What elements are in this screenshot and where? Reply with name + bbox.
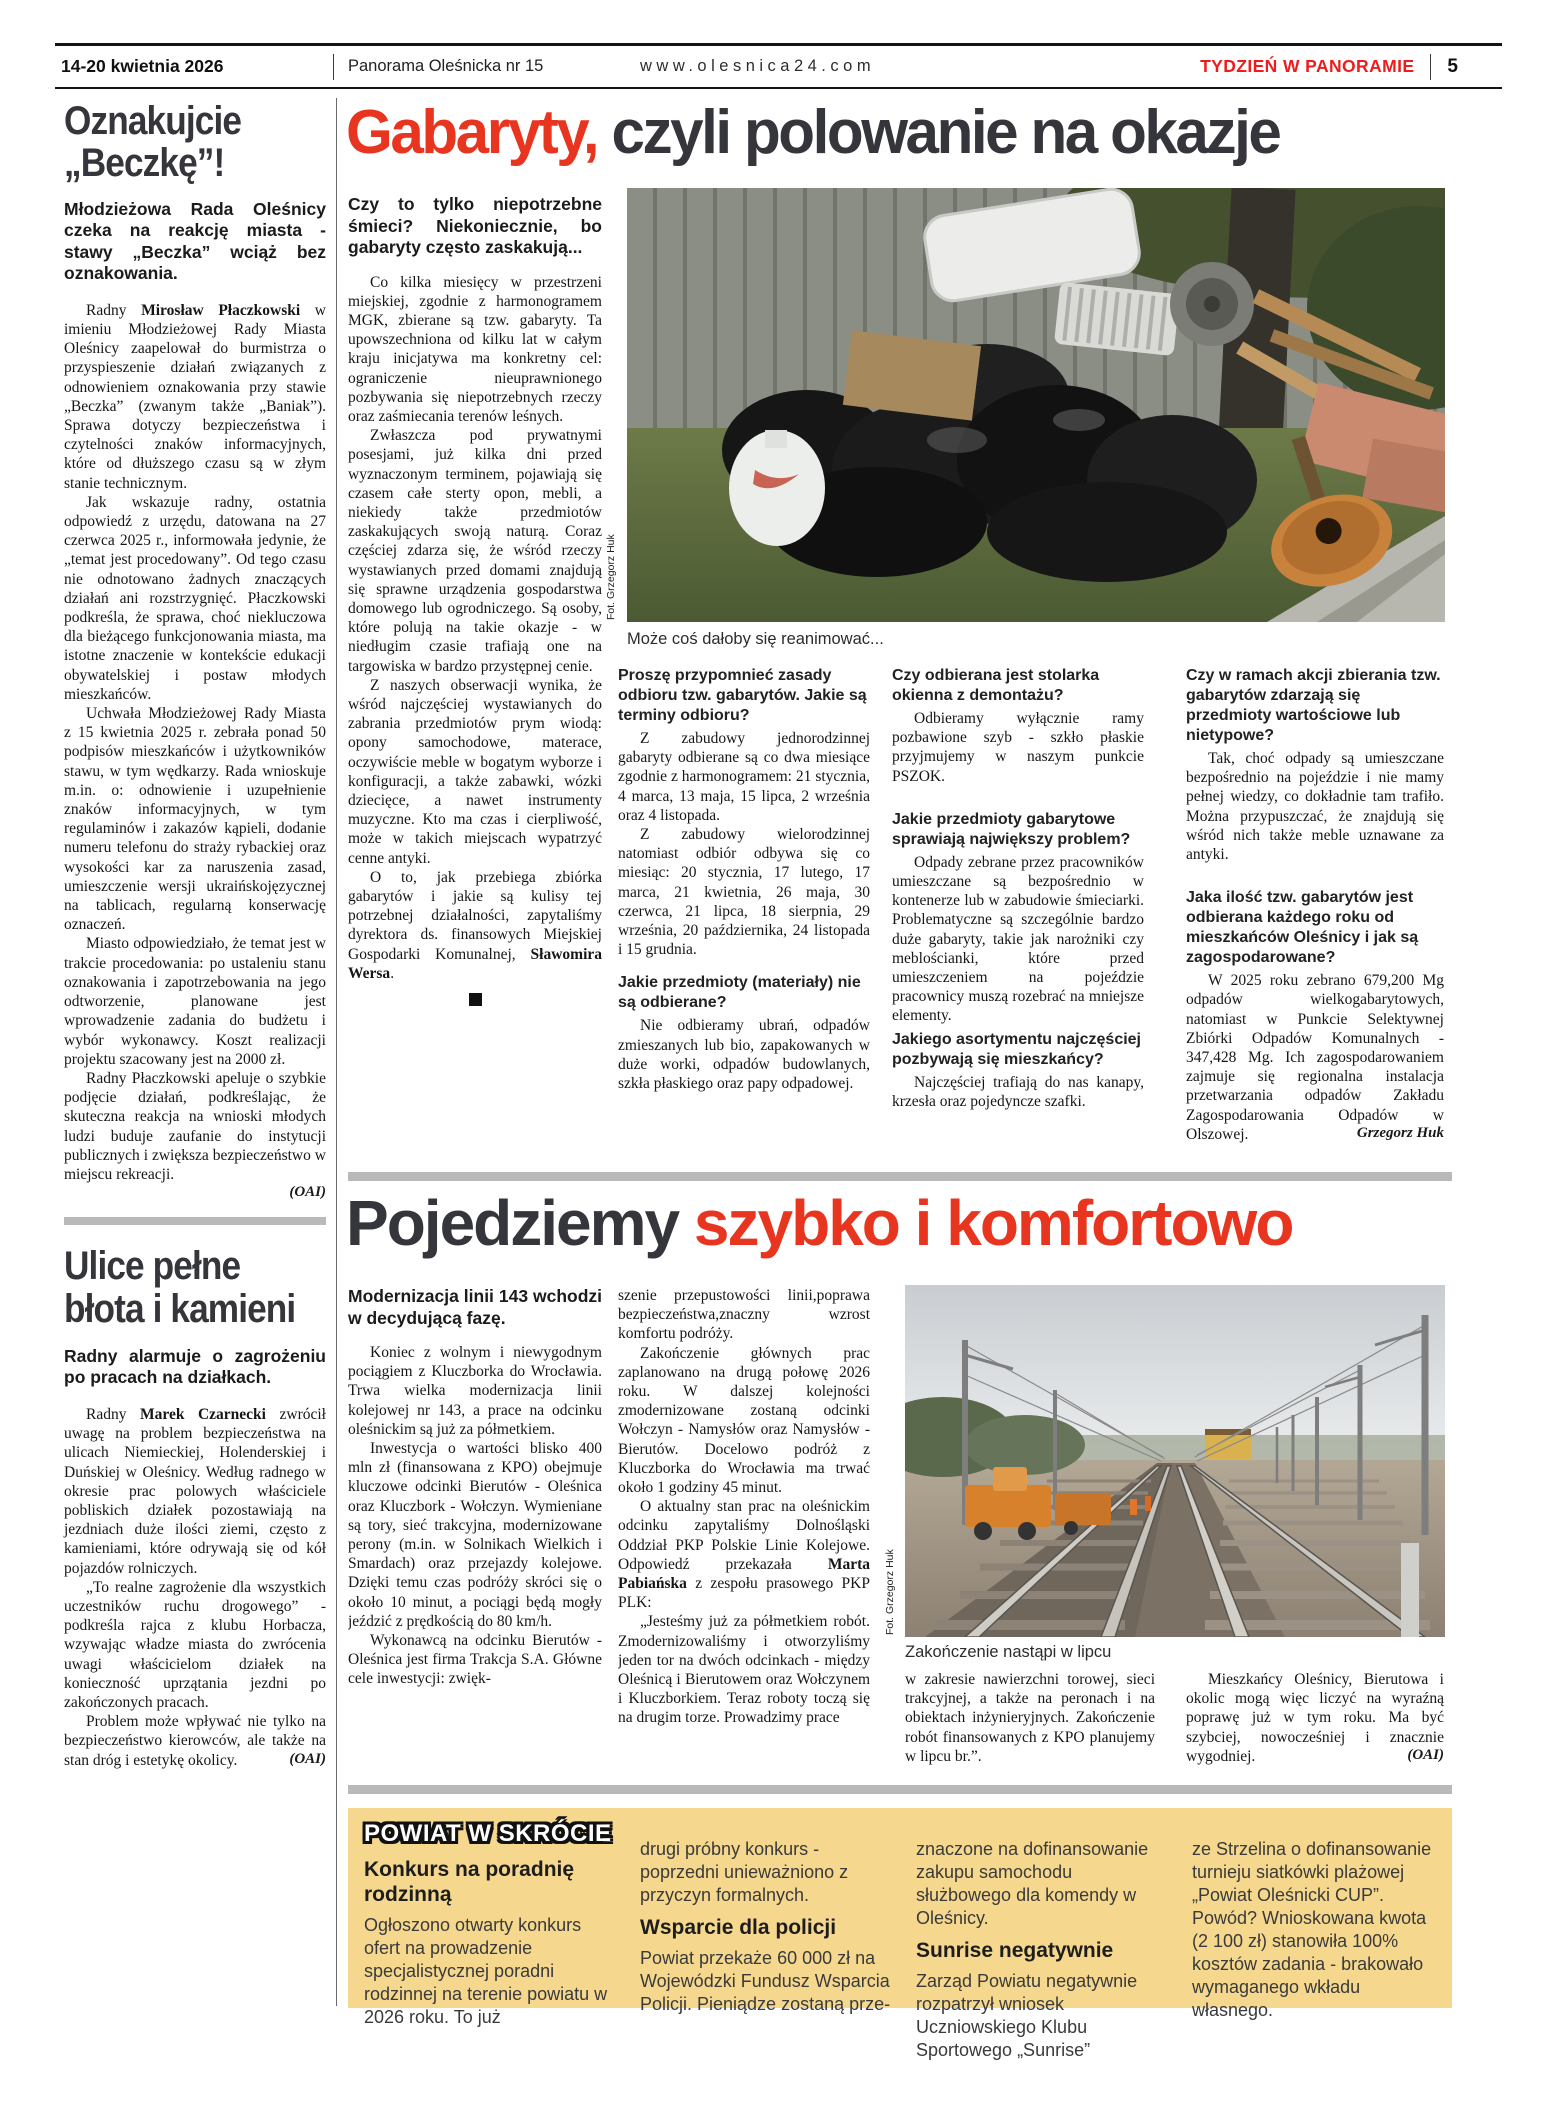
page-header	[55, 43, 1502, 89]
paragraph: Problem może wpływać nie tylko na bezpieczeństwo kierowców, ale także na stan dróg i estetykę okolicy.	[64, 1713, 326, 1769]
photo-railway-modernization	[905, 1285, 1445, 1637]
text-fragment: Radny	[86, 301, 142, 319]
paragraph: Mieszkańcy Oleśnicy, Bierutowa i okolic mogą więc liczyć na wyraźną poprawę już w tym roku. Ma być szybciej, nowocześniej i znacznie wygodniej.	[1186, 1671, 1444, 1765]
paragraph: Radny Płaczkowski apeluje o szybkie podjęcie działań, podkreślając, że skuteczna reakcja na wnioski młodych ludzi buduje zaufanie do instytucji publicznych i zwiększa bezpieczeństwo w miejscu rekreacji.	[64, 1069, 326, 1183]
paragraph: „To realne zagrożenie dla wszystkich uczestników ruchu drogowego” - podkreśla rajca z klubu Horbacza, wzywając władze miasta do zwrócenia uwagi właścicielom działek na konieczność uprzątania jezdni po zakończonych pracach.	[64, 1578, 326, 1711]
title-line: Ulice pełne	[64, 1244, 241, 1289]
paragraph: „Jesteśmy już za półmetkiem robót. Zmodernizowaliśmy i otworzyliśmy jeden tor na dwóch odcinkach - między Oleśnicą i Bierutowem oraz Wołczynem i Kluczborkiem. Teraz roboty toczą się na drugim torze. Prowadzimy prace	[618, 1613, 870, 1727]
paragraph	[618, 1497, 870, 1612]
interview-answer: Odpady zebrane przez pracowników umieszczane są bezpośrednio w kontenerze lub w zabudowie śmieciarki. Problematyczne są szczególnie bardzo duże gabaryty, takie jak narożniki czy meblościanki, które przed umieszczeniem na pojeździe pracownicy muszą rozebrać na mniejsze elementy.	[892, 853, 1144, 1025]
paragraph: szenie przepustowości linii,poprawa bezpieczeństwa,znaczny wzrost komfortu podróży.	[618, 1287, 870, 1343]
article-lead: Czy to tylko niepotrzebne śmieci? Niekoniecznie, bo gabaryty często zaskakują...	[348, 194, 602, 257]
brief-heading: Sunrise negatywnie	[916, 1939, 1114, 1962]
brief-text: ze Strzelina o dofinansowanie turnieju siatkówki plażowej „Powiat Oleśnicki CUP”. Powód? Wnioskowana kwota (2 100 zł) stanowiła 100% kosztów zadania - brakowało wymaganego wkładu własnego.	[1192, 1839, 1432, 2020]
brief-heading: Konkurs na poradnię rodzinną	[364, 1857, 575, 1906]
article-body	[64, 1405, 326, 1770]
photo-credit: Fot. Grzegorz Huk	[884, 1549, 896, 1635]
article-body	[348, 1343, 602, 1689]
title-line: „Beczkę”!	[64, 141, 225, 186]
article-lead: Radny alarmuje o zagrożeniu po pracach na działkach.	[64, 1345, 326, 1388]
interview-question: Jakie przedmioty gabarytowe sprawiają największy problem?	[892, 810, 1131, 848]
header-divider	[333, 54, 334, 80]
header-divider	[1430, 54, 1431, 80]
article-body	[348, 273, 602, 984]
interview-question: Jaka ilość tzw. gabarytów jest odbierana każdego roku od mieszkańców Oleśnicy i jak są zagospodarowane?	[1186, 889, 1419, 967]
briefs-column-4	[1192, 1820, 1444, 2020]
train-column-1	[348, 1286, 602, 1781]
article-lead: Modernizacja linii 143 wchodzi w decydującą fazę.	[348, 1286, 602, 1328]
interview-answer: Najczęściej trafiają do nas kanapy, krzesła oraz pojedyncze szafki.	[892, 1073, 1144, 1110]
paragraph	[348, 868, 602, 983]
left-column	[64, 100, 326, 1768]
text-fragment: w imieniu Młodzieżowej Rady Miasta Oleśnicy zaapelował do burmistrza o przyspieszenie działań związanych z odnowieniem oznakowania przy stawie „Beczka” (zwanym także „Baniak”). Sprawa dotyczy bezpieczeństwa i czytelności znaków informacyjnych, które od dłuższego czasu są w złym stanie technicznym.	[64, 301, 327, 492]
brief-text: Powiat przekaże 60 000 zł na Wojewódzki Fundusz Wsparcia Policji. Pieniądze zostaną prze-	[640, 1948, 891, 2014]
text-fragment: Radny	[86, 1405, 140, 1423]
website-url[interactable]: www.olesnica24.com	[640, 57, 876, 75]
train-column-4	[1186, 1670, 1444, 1782]
section-divider	[348, 1172, 1452, 1181]
paragraph: Inwestycja o wartości blisko 400 mln zł (finansowana z KPO) obejmuje kluczowe odcinki Bierutów - Oleśnica oraz Kluczbork - Wołczyn. Wymieniane są tory, sieć trakcyjna, modernizowane perony (m.in. w Solnikach Wielkich i Smardach) oraz przejazdy kolejowe. Dzięki temu czas podróży skróci się o około 10 minut, a pociągi będą mogły jeździć z prędkością do 80 km/h.	[348, 1440, 602, 1630]
text-fragment: z zespołu prasowego PKP PLK:	[618, 1575, 870, 1612]
brief-text: drugi próbny konkurs - poprzedni unieważniono z przyczyn formalnych.	[640, 1839, 849, 1905]
brief-text: Ogłoszono otwarty konkurs ofert na prowadzenie specjalistycznej poradni rodzinnej na terenie powiatu w 2026 roku. To już	[364, 1914, 608, 2027]
paragraph: Z naszych obserwacji wynika, że wśród najczęściej wystawianych do zabrania przedmiotów prym wiodą: opony samochodowe, materace, oczywiście meble w bogatym wyborze i konfiguracji, a także zabawki, wózki dziecięce, a nawet instrumenty muzyczne. Kto ma czas i cierpliwość, może w takich miejscach wypatrzyć cenne antyki.	[348, 676, 602, 867]
photo-bulky-waste	[627, 188, 1445, 622]
person-name: Marta Pabiańska	[618, 1555, 870, 1593]
paragraph: Uchwała Młodzieżowej Rady Miasta z 15 kwietnia 2025 r. zebrała ponad 50 podpisów mieszkańców i użytkowników stawu, w tym wędkarzy. Rada wnioskuje m.in. o: odnowienie i uzupełnienie znaków informacyjnych, w tym regulaminów i zakazów kąpieli, dodanie numeru telefonu do straży rybackiej oraz wysokości kar za naruszenia zasad, umieszczenie wersji ukraińskojęzycznej na tablicach, regularną konserwację oznaczeń.	[64, 705, 326, 934]
interview-answer: Odbieramy wyłącznie ramy pozbawione szyb - szkło płaskie przyjmujemy w naszym punkcie PSZOK.	[892, 710, 1144, 785]
brief-text: Zarząd Powiatu negatywnie rozpatrzył wniosek Uczniowskiego Klubu Sportowego „Sunrise”	[916, 1971, 1138, 2060]
qa-column-2	[892, 666, 1144, 1168]
paragraph: Jak wskazuje radny, ostatnia odpowiedź z urzędu, datowana na 27 czerwca 2025 r., informowała jedynie, że „temat jest procedowany”. Od tego czasu nie odnotowano żadnych znaczących działań ani rozstrzygnięć. Płaczkowski podkreśla, że sprawa, choć niekluczowa dla bieżącego funkcjonowania miasta, ma istotne znaczenie w kontekście edukacji obywatelskiej i postaw młodych mieszkańców.	[64, 493, 326, 703]
page-number: 5	[1447, 55, 1458, 77]
paragraph: w zakresie nawierzchni torowej, sieci trakcyjnej, a także na peronach i na obiektach inżynieryjnych. Zakończenie robót finansowanych z KPO planujemy w lipcu br.”.	[905, 1671, 1155, 1765]
article-title-ulice	[64, 1245, 295, 1330]
article-title-beczka	[64, 100, 295, 185]
interview-question: Jakie przedmioty (materiały) nie są odbierane?	[618, 974, 861, 1012]
interview-question: Jakiego asortymentu najczęściej pozbywają się mieszkańcy?	[892, 1030, 1141, 1068]
headline-dark: Pojedziemy	[346, 1187, 694, 1259]
author-signature: (OAI)	[289, 1184, 326, 1201]
issue-date: 14-20 kwietnia 2026	[61, 56, 224, 76]
paragraph: Zwłaszcza pod prywatnymi posesjami, już kilka dni przed wyznaczonym terminem, pojawiają się czasem całe sterty opon, mebli, a niekiedy także przedmiotów zaskakujących swoją naturą. Coraz częściej zdarza się, że wśród rzeczy wystawianych przed domami znajdują się sprawne urządzenia gospodarstwa domowego lub ogrodniczego. Są osoby, które polują na takie okazje - w niedługim czasie trafiają one na targowiska w bardzo przystępnej cenie.	[348, 427, 602, 675]
author-signature: (OAI)	[1407, 1747, 1444, 1764]
column-rule	[336, 98, 337, 2006]
paragraph	[64, 301, 326, 493]
title-line: Oznakujcie	[64, 99, 242, 143]
brief-text: znaczone na dofinansowanie zakupu samochodu służbowego dla komendy w Oleśnicy.	[916, 1839, 1149, 1928]
bulky-waste-illustration	[627, 188, 1445, 622]
person-name: Mirosław Płaczkowski	[141, 301, 301, 319]
publication-name: Panorama Oleśnicka nr 15	[348, 57, 544, 75]
text-fragment: O aktualny stan prac na oleśnickim odcinku zapytaliśmy Dolnośląski Oddział PKP Polskie Linie Kolejowe. Odpowiedź przekazała	[618, 1498, 870, 1573]
title-line: błota i kamieni	[64, 1286, 296, 1331]
article-body	[64, 301, 326, 1184]
powiat-briefs-box	[348, 1808, 1452, 2060]
photo-caption: Może coś dałoby się reanimować...	[627, 630, 884, 648]
train-column-3	[905, 1670, 1155, 1782]
end-mark	[469, 993, 482, 1006]
interview-answer: Nie odbieramy ubrań, odpadów zmieszanych lub bio, zapakowanych w duże worki, odpadów budowlanych, szkła płaskiego oraz papy odpadowej.	[618, 1017, 870, 1093]
headline-accent: Gabaryty,	[346, 98, 598, 167]
section-divider	[64, 1217, 326, 1225]
briefs-column-3	[916, 1820, 1168, 2060]
headline-accent: szybko i komfortowo	[693, 1187, 1293, 1259]
headline-gabaryty	[346, 100, 1452, 165]
interview-answer: W 2025 roku zebrano 679,200 Mg odpadów wielkogabarytowych, natomiast w Punkcie Selektywnej Zbiórki Odpadów Komunalnych - 347,428 Mg. Ich zagospodarowaniem zajmuje się regionalna instalacja przetwarzania odpadów Zakładu Zagospodarowania Odpadów w Olszowej.	[1186, 972, 1444, 1143]
interview-answer: Z zabudowy jednorodzinnej gabaryty odbierane są co dwa miesiące zgodnie z harmonogramem: 21 stycznia, 4 marca, 13 maja, 15 lipca, 2 września oraz 4 listopada.	[618, 730, 870, 824]
interview-question: Czy w ramach akcji zbierania tzw. gabarytów zdarzają się przedmioty wartościowe lub nietypowe?	[1186, 667, 1441, 744]
paragraph: Miasto odpowiedziało, że temat jest w trakcie procedowania: po ustaleniu stanu oznakowania i zapotrzebowania na jego odtworzenie, planowane jest wprowadzenie zadania do budżetu i wybór wykonawcy. Koszt realizacji projektu szacowany jest na 2000 zł.	[64, 935, 326, 1068]
author-signature: Grzegorz Huk	[1356, 1125, 1444, 1142]
paragraph	[64, 1405, 326, 1578]
interview-question: Proszę przypomnieć zasady odbioru tzw. gabarytów. Jakie są terminy odbioru?	[618, 667, 867, 724]
briefs-column-2	[640, 1820, 892, 2014]
gabaryty-intro-column	[348, 194, 602, 1176]
brief-heading: Wsparcie dla policji	[640, 1916, 837, 1939]
headline-rest: czyli polowanie na okazje	[597, 98, 1280, 167]
railway-illustration	[905, 1285, 1445, 1637]
briefs-badge: POWIAT W SKRÓCIE	[364, 1820, 612, 1847]
person-name: Sławomira Wersa	[348, 945, 602, 982]
interview-answer: Tak, choć odpady są umieszczane bezpośrednio na pojeździe i nie mamy pełnej wiedzy, co dokładnie tam trafiło. Można przypuszczać, że znajdują się wśród nich także meble uznawane za antyki.	[1186, 750, 1444, 864]
paragraph: Zakończenie głównych prac zaplanowano na drugą połowę 2026 roku. W dalszej kolejności zmodernizowane zostaną odcinki Wołczyn - Namysłów oraz Namysłów - Bierutów. Docelowo podróż z Kluczborka do Wrocławia ma trwać około 1 godziny 45 minut.	[618, 1344, 870, 1497]
interview-question: Czy odbierana jest stolarka okienna z demontażu?	[892, 667, 1100, 704]
paragraph: Wykonawcą na odcinku Bierutów - Oleśnica jest firma Trakcja S.A. Główne cele inwestycji: zwięk-	[348, 1632, 602, 1688]
paragraph: Koniec z wolnym i niewygodnym pociągiem z Kluczborka do Wrocławia. Trwa wielka modernizacja linii kolejowej nr 143, a prace na odcinku oleśnickim są już za półmetkiem.	[348, 1344, 602, 1438]
briefs-column-1	[364, 1820, 616, 2027]
text-fragment: .	[390, 964, 395, 982]
photo-caption: Zakończenie nastąpi w lipcu	[905, 1643, 1112, 1661]
author-signature: (OAI)	[289, 1750, 326, 1767]
train-column-2	[618, 1286, 870, 1781]
section-divider	[348, 1785, 1452, 1794]
section-label: TYDZIEŃ W PANORAMIE	[1200, 56, 1415, 76]
photo-credit: Fot. Grzegorz Huk	[605, 534, 617, 620]
text-fragment: zwrócił uwagę na problem bezpieczeństwa na ulicach Niemieckiej, Holenderskiej i Duńskiej w Oleśnicy. Według radnego w okresie prac polowych właściciele pobliskich działek pozostawiają na jezdniach duże ilości ziemi, często z kamieniami, które odrywają się od kół pojazdów rolniczych.	[64, 1405, 326, 1577]
headline-pojedziemy	[346, 1187, 1486, 1259]
person-name: Marek Czarnecki	[139, 1405, 266, 1423]
text-fragment: O to, jak przebiega zbiórka gabarytów i jakie są kulisy tej potrzebnej działalności, zapytaliśmy dyrektora ds. finansowych Miejskiej Gospodarki Komunalnej,	[348, 868, 602, 963]
paragraph: Co kilka miesięcy w przestrzeni miejskiej, zgodnie z harmonogramem MGK, zbierane są tzw. gabaryty. Ta upowszechniona od kilku lat w całym kraju inicjatywa ma konkretny cel: ograniczenie nieuprawnionego pozbywania się niepotrzebnych rzeczy oraz zaśmiecania terenów leśnych.	[348, 273, 602, 425]
article-lead: Młodzieżowa Rada Oleśnicy czeka na reakcję miasta - stawy „Beczka” wciąż bez oznakowania.	[64, 198, 326, 284]
qa-column-1	[618, 666, 870, 1168]
qa-column-3	[1186, 666, 1444, 1168]
interview-answer: Z zabudowy wielorodzinnej natomiast odbiór odbywa się co miesiąc: 20 stycznia, 17 lutego, 17 marca, 21 kwietnia, 26 maja, 30 czerwca, 21 lipca, 18 sierpnia, 29 września, 20 października, 24 listopada i 15 grudnia.	[618, 826, 870, 959]
